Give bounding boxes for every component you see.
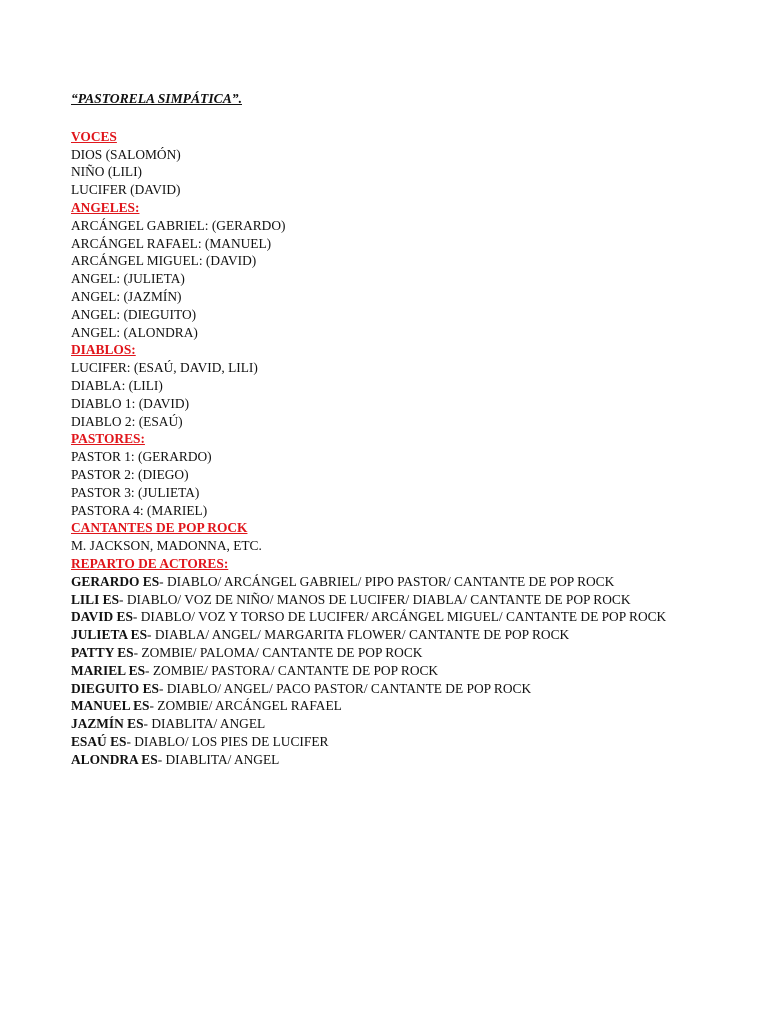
cast-row [71, 591, 731, 609]
cast-roles: - DIABLO/ LOS PIES DE LUCIFER [126, 733, 329, 749]
list-item: PASTORA 4: (MARIEL) [71, 502, 208, 518]
list-item: PASTOR 3: (JULIETA) [71, 484, 200, 500]
list-item: LUCIFER: (ESAÚ, DAVID, LILI) [71, 360, 258, 376]
list-item: PASTOR 1: (GERARDO) [71, 449, 212, 465]
cast-name: DIEGUITO ES [71, 680, 159, 696]
document-page [71, 90, 731, 768]
cast-row [71, 715, 731, 733]
list-item: ARCÁNGEL GABRIEL: (GERARDO) [71, 217, 286, 233]
list-item: DIOS (SALOMÓN) [71, 146, 181, 162]
cast-row [71, 626, 731, 644]
list-item: ARCÁNGEL MIGUEL: (DAVID) [71, 253, 257, 269]
list-item: NIÑO (LILI) [71, 164, 143, 180]
section-heading-cantantes: CANTANTES DE POP ROCK [71, 520, 248, 536]
cast-row [71, 644, 731, 662]
cast-roles: - DIABLITA/ ANGEL [157, 751, 280, 767]
list-item: ANGEL: (JAZMÍN) [71, 288, 182, 304]
cast-name: JAZMÍN ES [71, 716, 144, 732]
cast-row [71, 662, 731, 680]
cast-name: PATTY ES [71, 644, 134, 660]
cast-roles: - ZOMBIE/ PALOMA/ CANTANTE DE POP ROCK [133, 644, 423, 660]
list-item: ANGEL: (JULIETA) [71, 271, 185, 287]
cast-name: MANUEL ES [71, 698, 150, 714]
list-item: M. JACKSON, MADONNA, ETC. [71, 538, 262, 554]
list-item: DIABLO 2: (ESAÚ) [71, 413, 183, 429]
document-title: “PASTORELA SIMPÁTICA”. [71, 91, 242, 106]
section-heading-voces: VOCES [71, 128, 117, 144]
cast-name: JULIETA ES [71, 627, 148, 643]
section-heading-pastores: PASTORES: [71, 431, 145, 447]
cast-roles: - DIABLO/ VOZ DE NIÑO/ MANOS DE LUCIFER/ DIABLA/ CANTANTE DE POP ROCK [119, 591, 631, 607]
cast-row [71, 680, 731, 698]
cast-name: MARIEL ES [71, 662, 146, 678]
list-item: PASTOR 2: (DIEGO) [71, 466, 189, 482]
cast-roles: - DIABLA/ ANGEL/ MARGARITA FLOWER/ CANTANTE DE POP ROCK [147, 627, 570, 643]
cast-row [71, 697, 731, 715]
section-heading-diablos: DIABLOS: [71, 342, 136, 358]
cast-roles: - DIABLITA/ ANGEL [143, 716, 266, 732]
cast-roles: - ZOMBIE/ PASTORA/ CANTANTE DE POP ROCK [145, 662, 439, 678]
cast-row [71, 751, 731, 769]
cast-name: ALONDRA ES [71, 751, 158, 767]
section-heading-reparto: REPARTO DE ACTORES: [71, 555, 229, 571]
cast-roles: - DIABLO/ ANGEL/ PACO PASTOR/ CANTANTE DE POP ROCK [158, 680, 532, 696]
cast-name: ESAÚ ES [71, 733, 127, 749]
list-item: LUCIFER (DAVID) [71, 182, 181, 198]
cast-roles: - DIABLO/ ARCÁNGEL GABRIEL/ PIPO PASTOR/ CANTANTE DE POP ROCK [159, 573, 615, 589]
list-item: ANGEL: (DIEGUITO) [71, 306, 197, 322]
cast-name: GERARDO ES [71, 573, 160, 589]
cast-name: LILI ES [71, 591, 120, 607]
cast-row [71, 733, 731, 751]
section-heading-angeles: ANGELES: [71, 199, 140, 215]
list-item: ARCÁNGEL RAFAEL: (MANUEL) [71, 235, 272, 251]
spacer [71, 108, 731, 128]
cast-roles: - DIABLO/ VOZ Y TORSO DE LUCIFER/ ARCÁNGEL MIGUEL/ CANTANTE DE POP ROCK [132, 609, 667, 625]
list-item: DIABLA: (LILI) [71, 377, 163, 393]
list-item: ANGEL: (ALONDRA) [71, 324, 198, 340]
list-item: DIABLO 1: (DAVID) [71, 395, 190, 411]
cast-row [71, 573, 731, 591]
cast-name: DAVID ES [71, 609, 133, 625]
cast-row [71, 608, 731, 626]
cast-roles: - ZOMBIE/ ARCÁNGEL RAFAEL [149, 698, 342, 714]
